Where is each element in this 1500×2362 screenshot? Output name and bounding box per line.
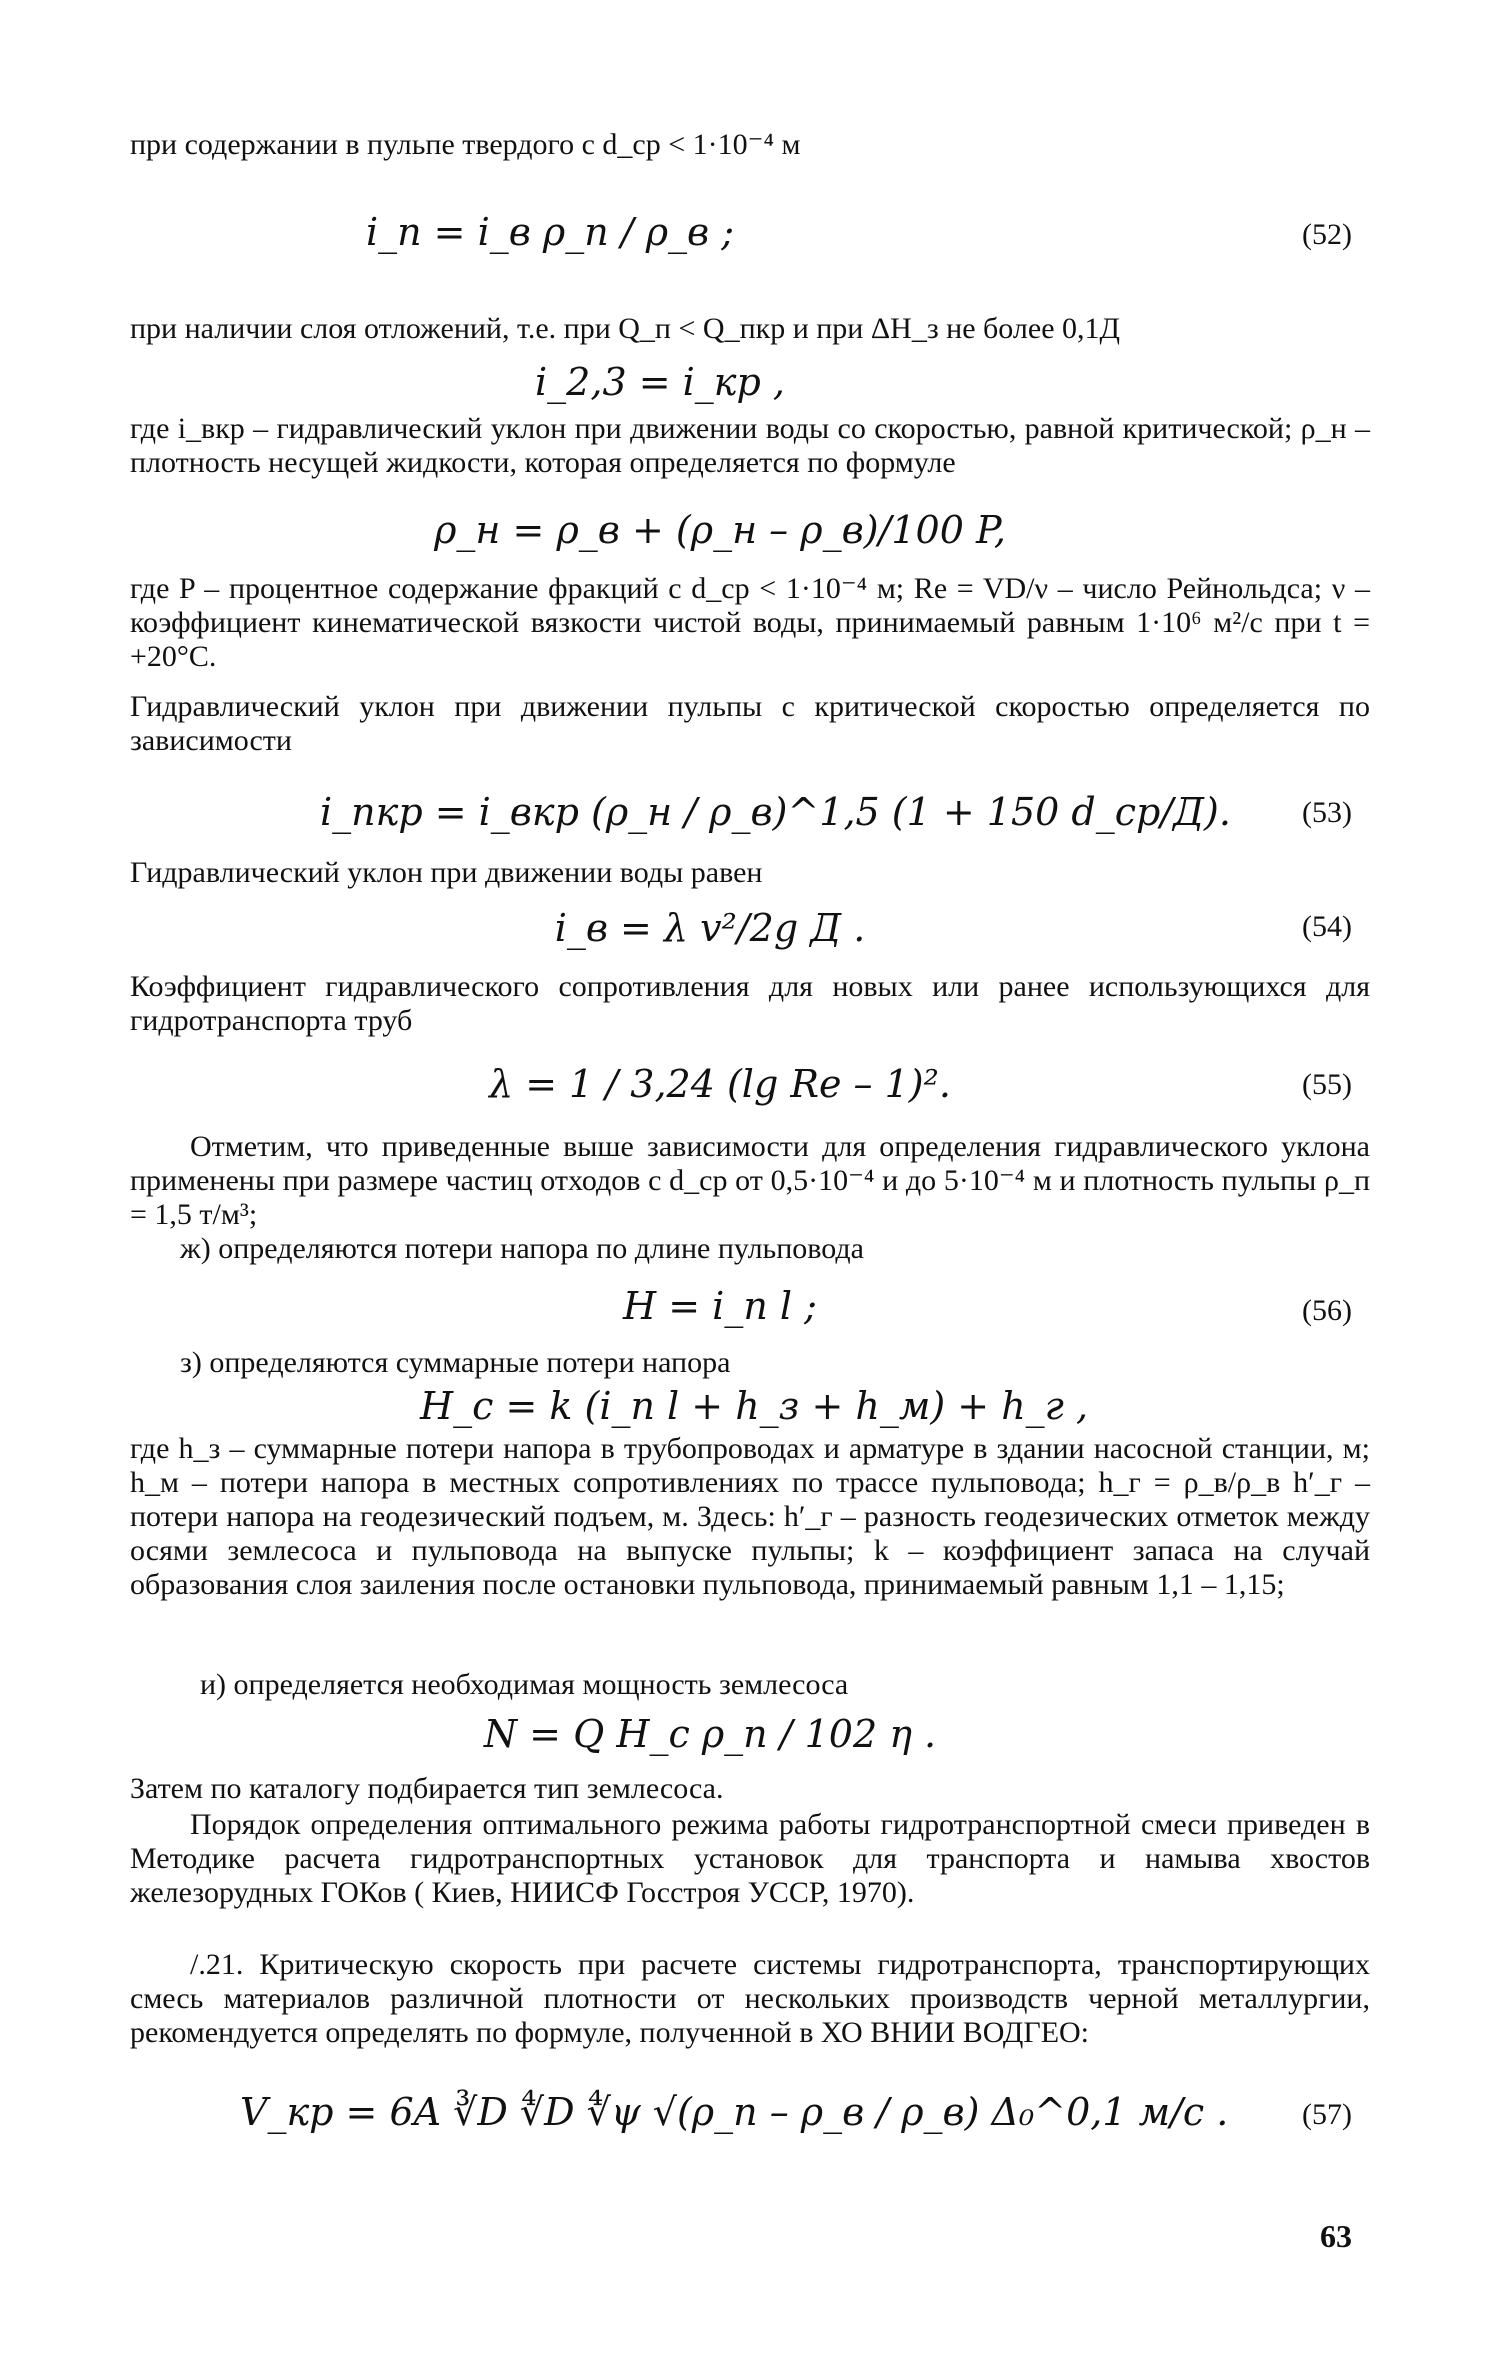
formula-57: V_кр = 6A ∛D ∜D ∜ψ √(ρ_п – ρ_в / ρ_в) Δ₀^0,1 м/с . <box>240 2090 1229 2134</box>
formula-54: i_в = λ v²/2g Д . <box>554 906 866 950</box>
equation-number-57: (57) <box>1302 2098 1352 2131</box>
equation-number-55: (55) <box>1302 1068 1352 1101</box>
formula-55: λ = 1 / 3,24 (lg Re – 1)². <box>489 1062 951 1106</box>
text-paragraph-2: где P – процентное содержание фракций с d_ср < 1·10⁻⁴ м; Re = VD/ν – число Рейнольдса; ν – коэффициент кинематической вязкости чистой воды, принимаемый равным 1·10⁶ м²/с при t = +20°С. <box>130 572 1370 673</box>
text-line-1: при содержании в пульпе твердого с d_ср < 1·10⁻⁴ м <box>130 128 801 161</box>
formula-53: i_пкр = i_вкр (ρ_н / ρ_в)^1,5 (1 + 150 d_ср/Д). <box>320 790 1231 834</box>
text-paragraph-6: где h_з – суммарные потери напора в трубопроводах и арматуре в здании насосной станции, м; h_м – потери напора в местных сопротивлениях по трассе пульповода; h_г = ρ_в/ρ_в h′_г – потери напора на геодезический подъем, м. Здесь: h′_г – разность геодезических отметок между осями землесоса и пульповода на выпуске пульпы; k – коэффициент запаса на случай образования слоя заиления после остановки пульповода, принимаемый равным 1,1 – 1,15; <box>130 1432 1370 1601</box>
text-paragraph-5: Отметим, что приведенные выше зависимости для определения гидравлического уклона применены при размере частиц отходов с d_ср от 0,5·10⁻⁴ и до 5·10⁻⁴ м и плотность пульпы ρ_п = 1,5 т/м³; <box>130 1130 1370 1231</box>
text-line-3: Гидравлический уклон при движении воды равен <box>130 856 763 889</box>
text-paragraph-1: где i_вкр – гидравлический уклон при движении воды со скоростью, равной критической; ρ_н – плотность несущей жидкости, которая определяется по формуле <box>130 412 1370 479</box>
formula-hc: H_с = k (i_п l + h_з + h_м) + h_г , <box>420 1384 1089 1428</box>
text-paragraph-4: Коэффициент гидравлического сопротивления для новых или ранее использующихся для гидротранспорта труб <box>130 970 1370 1037</box>
text-item-i: и) определяется необходимая мощность землесоса <box>200 1668 849 1701</box>
text-paragraph-7: Порядок определения оптимального режима работы гидротранспортной смеси приведен в Методике расчета гидротранспортных установок для транспорта и намыва хвостов железорудных ГОКов ( Киев, НИИСФ Госстроя УССР, 1970). <box>130 1808 1370 1909</box>
formula-52: i_п = i_в ρ_п / ρ_в ; <box>365 210 735 254</box>
equation-number-53: (53) <box>1302 796 1352 829</box>
page-number: 63 <box>1320 2218 1352 2254</box>
formula-n: N = Q H_с ρ_п / 102 η . <box>483 1712 937 1756</box>
formula-i23: i_2,3 = i_кр , <box>535 360 785 404</box>
text-line-4: Затем по каталогу подбирается тип землесоса. <box>130 1772 724 1805</box>
formula-rho-n: ρ_н = ρ_в + (ρ_н – ρ_в)/100 P, <box>434 508 1006 552</box>
formula-56: H = i_п l ; <box>623 1284 817 1328</box>
text-item-zh: ж) определяются потери напора по длине пульповода <box>180 1232 864 1265</box>
equation-number-54: (54) <box>1302 910 1352 943</box>
text-paragraph-3: Гидравлический уклон при движении пульпы с критической скоростью определяется по зависимости <box>130 690 1370 757</box>
text-paragraph-8: /.21. Критическую скорость при расчете системы гидротранспорта, транспортирующих смесь материалов различной плотности от нескольких производств черной металлургии, рекомендуется определять по формуле, полученной в ХО ВНИИ ВОДГЕО: <box>130 1948 1370 2049</box>
text-line-2: при наличии слоя отложений, т.е. при Q_п < Q_пкр и при ΔH_з не более 0,1Д <box>130 312 1120 345</box>
equation-number-56: (56) <box>1302 1294 1352 1327</box>
equation-number-52: (52) <box>1302 218 1352 251</box>
text-item-z: з) определяются суммарные потери напора <box>180 1346 731 1379</box>
